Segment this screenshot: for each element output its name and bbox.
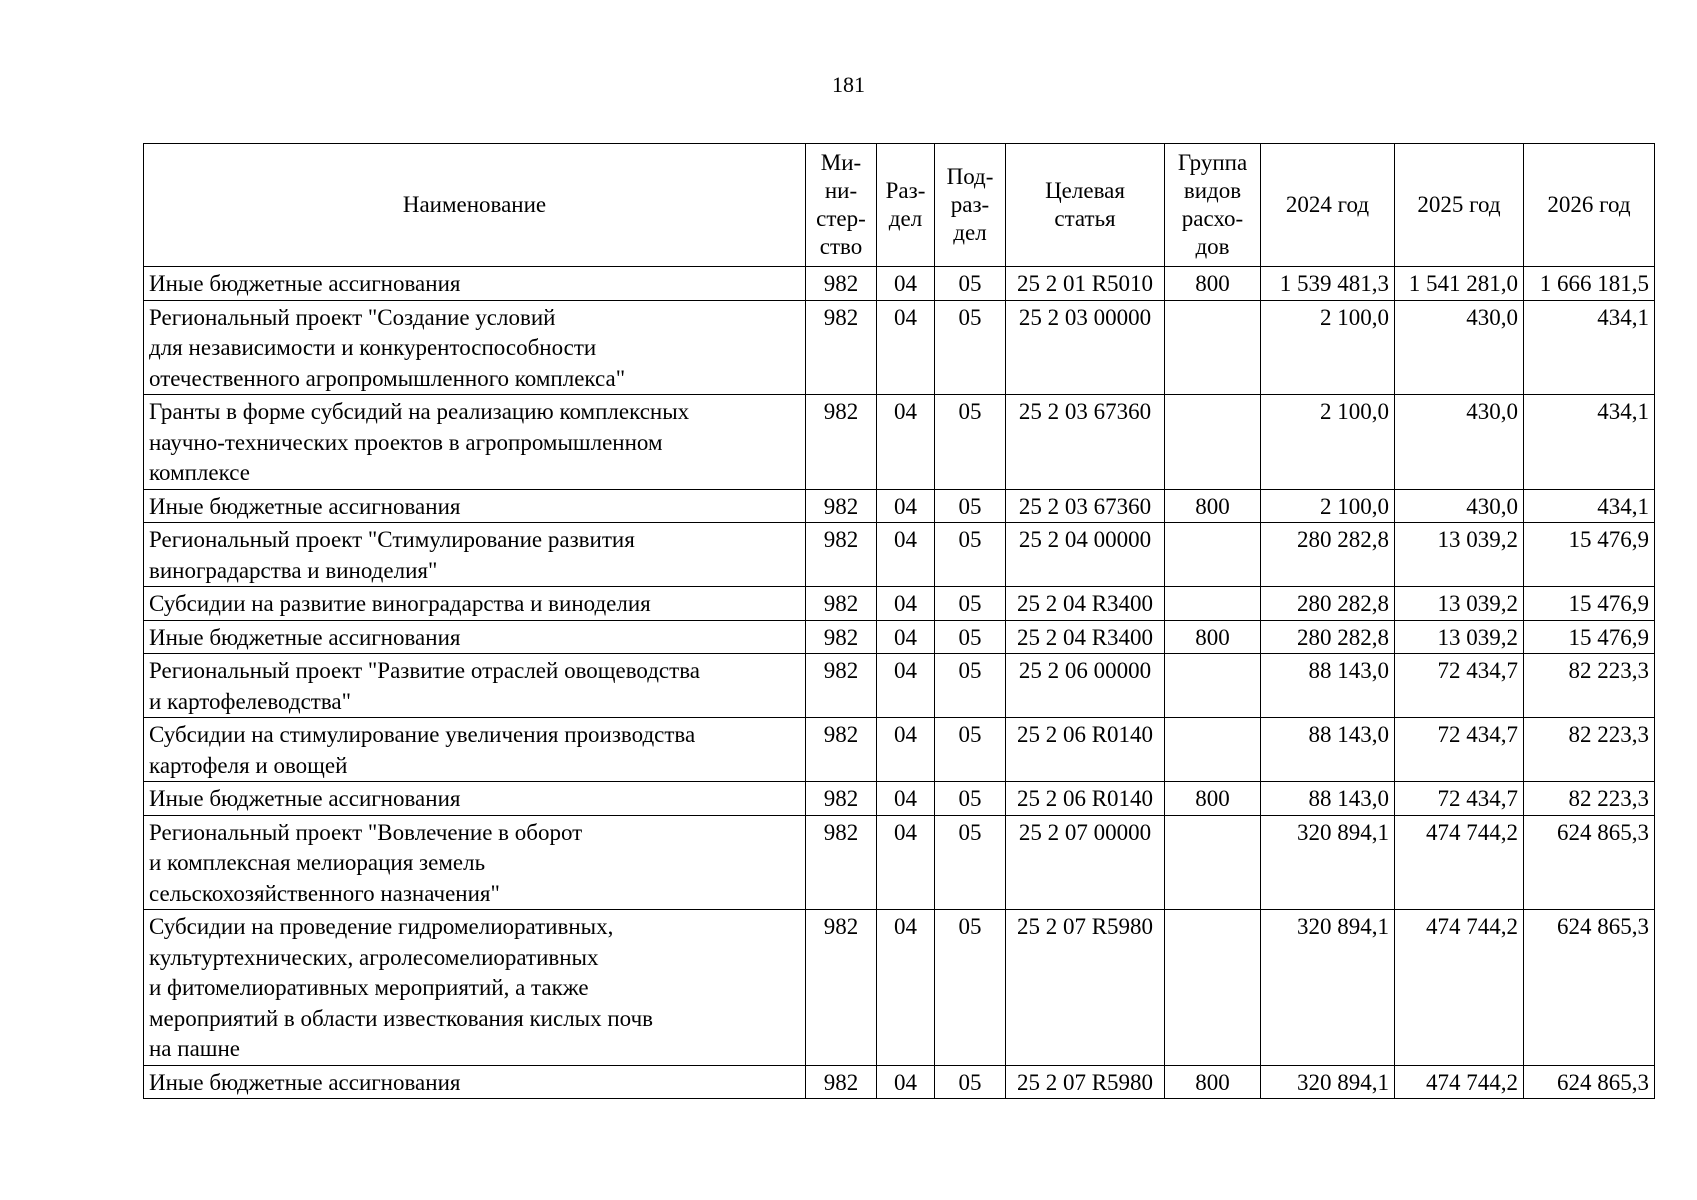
cell-2024: 2 100,0 xyxy=(1261,395,1395,490)
header-section: Раз- дел xyxy=(877,144,935,267)
cell-ministry: 982 xyxy=(806,523,877,587)
cell-2024: 280 282,8 xyxy=(1261,523,1395,587)
cell-target: 25 2 07 R5980 xyxy=(1006,1065,1165,1099)
cell-expense-group: 800 xyxy=(1165,267,1261,301)
cell-subsection: 05 xyxy=(935,620,1006,654)
table-row xyxy=(144,718,1655,782)
cell-target: 25 2 06 R0140 xyxy=(1006,718,1165,782)
cell-2024: 280 282,8 xyxy=(1261,587,1395,621)
cell-2025: 13 039,2 xyxy=(1395,587,1524,621)
cell-name: Региональный проект "Развитие отраслей овощеводства и картофелеводства" xyxy=(144,654,806,718)
cell-subsection: 05 xyxy=(935,654,1006,718)
cell-target: 25 2 04 00000 xyxy=(1006,523,1165,587)
cell-2024: 88 143,0 xyxy=(1261,654,1395,718)
header-ministry: Ми- ни- стер- ство xyxy=(806,144,877,267)
cell-name: Иные бюджетные ассигнования xyxy=(144,1065,806,1099)
cell-2024: 320 894,1 xyxy=(1261,815,1395,910)
cell-ministry: 982 xyxy=(806,654,877,718)
cell-section: 04 xyxy=(877,587,935,621)
cell-2026: 15 476,9 xyxy=(1524,523,1655,587)
cell-expense-group xyxy=(1165,654,1261,718)
cell-2026: 82 223,3 xyxy=(1524,782,1655,816)
cell-section: 04 xyxy=(877,489,935,523)
cell-2026: 624 865,3 xyxy=(1524,815,1655,910)
cell-2024: 2 100,0 xyxy=(1261,489,1395,523)
cell-expense-group: 800 xyxy=(1165,1065,1261,1099)
cell-target: 25 2 03 67360 xyxy=(1006,395,1165,490)
cell-section: 04 xyxy=(877,910,935,1066)
header-year-2024: 2024 год xyxy=(1261,144,1395,267)
cell-name: Региональный проект "Создание условий для независимости и конкурентоспособности отечественного агропромышленного комплекса" xyxy=(144,300,806,395)
cell-2026: 1 666 181,5 xyxy=(1524,267,1655,301)
cell-ministry: 982 xyxy=(806,620,877,654)
cell-expense-group xyxy=(1165,395,1261,490)
cell-section: 04 xyxy=(877,654,935,718)
cell-section: 04 xyxy=(877,523,935,587)
cell-subsection: 05 xyxy=(935,489,1006,523)
cell-target: 25 2 04 R3400 xyxy=(1006,587,1165,621)
table-row xyxy=(144,300,1655,395)
cell-target: 25 2 06 00000 xyxy=(1006,654,1165,718)
cell-expense-group xyxy=(1165,718,1261,782)
cell-section: 04 xyxy=(877,1065,935,1099)
cell-2025: 430,0 xyxy=(1395,395,1524,490)
cell-name: Иные бюджетные ассигнования xyxy=(144,620,806,654)
cell-2026: 434,1 xyxy=(1524,489,1655,523)
cell-2024: 320 894,1 xyxy=(1261,910,1395,1066)
cell-expense-group xyxy=(1165,523,1261,587)
cell-expense-group xyxy=(1165,815,1261,910)
cell-subsection: 05 xyxy=(935,782,1006,816)
cell-expense-group xyxy=(1165,910,1261,1066)
table-header xyxy=(144,144,1655,267)
cell-ministry: 982 xyxy=(806,815,877,910)
cell-expense-group: 800 xyxy=(1165,489,1261,523)
table-row xyxy=(144,782,1655,816)
budget-table xyxy=(143,143,1655,1099)
header-expense-group: Группа видов расхо- дов xyxy=(1165,144,1261,267)
page-number: 181 xyxy=(832,72,865,97)
cell-section: 04 xyxy=(877,718,935,782)
header-year-2025: 2025 год xyxy=(1395,144,1524,267)
table-row xyxy=(144,620,1655,654)
cell-section: 04 xyxy=(877,267,935,301)
cell-2025: 72 434,7 xyxy=(1395,654,1524,718)
cell-ministry: 982 xyxy=(806,267,877,301)
cell-name: Субсидии на проведение гидромелиоративных, культуртехнических, агролесомелиоративных и фитомелиоративных мероприятий, а также мероприятий в области известкования кислых почв на пашне xyxy=(144,910,806,1066)
cell-ministry: 982 xyxy=(806,300,877,395)
table-row xyxy=(144,815,1655,910)
cell-name: Иные бюджетные ассигнования xyxy=(144,782,806,816)
cell-2024: 280 282,8 xyxy=(1261,620,1395,654)
cell-target: 25 2 06 R0140 xyxy=(1006,782,1165,816)
cell-2025: 72 434,7 xyxy=(1395,718,1524,782)
cell-subsection: 05 xyxy=(935,718,1006,782)
cell-subsection: 05 xyxy=(935,1065,1006,1099)
cell-name: Субсидии на развитие виноградарства и виноделия xyxy=(144,587,806,621)
cell-2026: 434,1 xyxy=(1524,395,1655,490)
cell-2026: 434,1 xyxy=(1524,300,1655,395)
cell-2025: 430,0 xyxy=(1395,489,1524,523)
cell-subsection: 05 xyxy=(935,267,1006,301)
header-target: Целевая статья xyxy=(1006,144,1165,267)
cell-ministry: 982 xyxy=(806,782,877,816)
table-body xyxy=(144,267,1655,1099)
table-row xyxy=(144,523,1655,587)
cell-2024: 2 100,0 xyxy=(1261,300,1395,395)
table-row xyxy=(144,395,1655,490)
cell-2026: 82 223,3 xyxy=(1524,718,1655,782)
cell-2024: 320 894,1 xyxy=(1261,1065,1395,1099)
table-row xyxy=(144,489,1655,523)
cell-subsection: 05 xyxy=(935,395,1006,490)
cell-section: 04 xyxy=(877,620,935,654)
cell-ministry: 982 xyxy=(806,587,877,621)
cell-subsection: 05 xyxy=(935,587,1006,621)
cell-target: 25 2 03 00000 xyxy=(1006,300,1165,395)
cell-ministry: 982 xyxy=(806,718,877,782)
cell-2025: 72 434,7 xyxy=(1395,782,1524,816)
cell-2026: 624 865,3 xyxy=(1524,1065,1655,1099)
cell-section: 04 xyxy=(877,782,935,816)
cell-subsection: 05 xyxy=(935,910,1006,1066)
cell-subsection: 05 xyxy=(935,523,1006,587)
cell-target: 25 2 04 R3400 xyxy=(1006,620,1165,654)
cell-name: Иные бюджетные ассигнования xyxy=(144,489,806,523)
cell-name: Гранты в форме субсидий на реализацию комплексных научно-технических проектов в агропромышленном комплексе xyxy=(144,395,806,490)
cell-name: Иные бюджетные ассигнования xyxy=(144,267,806,301)
cell-2026: 82 223,3 xyxy=(1524,654,1655,718)
table-row xyxy=(144,910,1655,1066)
cell-section: 04 xyxy=(877,395,935,490)
cell-2025: 1 541 281,0 xyxy=(1395,267,1524,301)
cell-2024: 1 539 481,3 xyxy=(1261,267,1395,301)
cell-2026: 15 476,9 xyxy=(1524,620,1655,654)
cell-subsection: 05 xyxy=(935,815,1006,910)
cell-2026: 624 865,3 xyxy=(1524,910,1655,1066)
cell-name: Региональный проект "Вовлечение в оборот и комплексная мелиорация земель сельскохозяйственного назначения" xyxy=(144,815,806,910)
cell-2024: 88 143,0 xyxy=(1261,782,1395,816)
cell-target: 25 2 07 00000 xyxy=(1006,815,1165,910)
cell-name: Субсидии на стимулирование увеличения производства картофеля и овощей xyxy=(144,718,806,782)
table-row xyxy=(144,587,1655,621)
cell-2025: 430,0 xyxy=(1395,300,1524,395)
cell-target: 25 2 01 R5010 xyxy=(1006,267,1165,301)
cell-2025: 474 744,2 xyxy=(1395,1065,1524,1099)
cell-2025: 13 039,2 xyxy=(1395,620,1524,654)
table-row xyxy=(144,1065,1655,1099)
header-name: Наименование xyxy=(144,144,806,267)
header-subsection: Под- раз- дел xyxy=(935,144,1006,267)
cell-expense-group xyxy=(1165,587,1261,621)
cell-subsection: 05 xyxy=(935,300,1006,395)
table-row xyxy=(144,654,1655,718)
cell-2026: 15 476,9 xyxy=(1524,587,1655,621)
cell-2025: 13 039,2 xyxy=(1395,523,1524,587)
cell-expense-group: 800 xyxy=(1165,620,1261,654)
cell-target: 25 2 03 67360 xyxy=(1006,489,1165,523)
cell-expense-group xyxy=(1165,300,1261,395)
cell-2025: 474 744,2 xyxy=(1395,910,1524,1066)
cell-ministry: 982 xyxy=(806,910,877,1066)
cell-ministry: 982 xyxy=(806,489,877,523)
cell-2024: 88 143,0 xyxy=(1261,718,1395,782)
cell-name: Региональный проект "Стимулирование развития виноградарства и виноделия" xyxy=(144,523,806,587)
cell-ministry: 982 xyxy=(806,395,877,490)
cell-expense-group: 800 xyxy=(1165,782,1261,816)
cell-2025: 474 744,2 xyxy=(1395,815,1524,910)
table-row xyxy=(144,267,1655,301)
cell-target: 25 2 07 R5980 xyxy=(1006,910,1165,1066)
cell-section: 04 xyxy=(877,300,935,395)
header-year-2026: 2026 год xyxy=(1524,144,1655,267)
cell-section: 04 xyxy=(877,815,935,910)
cell-ministry: 982 xyxy=(806,1065,877,1099)
